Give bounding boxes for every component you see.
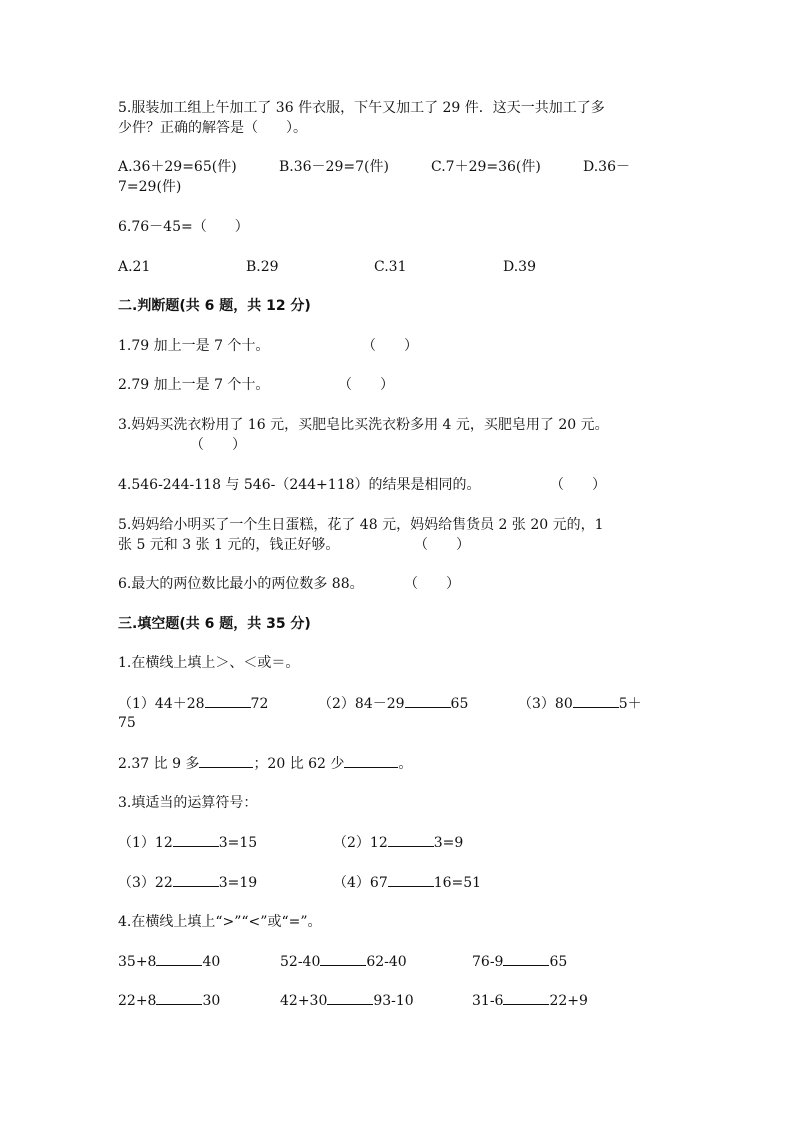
q6-option-c: C.31 <box>374 259 407 275</box>
section3-title: 三.填空题(共 6 题，共 35 分) <box>118 616 311 632</box>
fill-q4-r2-c2 <box>280 990 414 1011</box>
expr-left: 31-6 <box>472 993 504 1009</box>
answer-blank[interactable] <box>405 693 451 708</box>
judge-item-4-text: 4.546-244-118 与 546-（244+118）的结果是相同的。 <box>118 477 481 493</box>
judge-item-5-line2: 张 5 元和 3 张 1 元的，钱正好够。 <box>118 537 340 553</box>
fill-q3-part-4-before: （4）67 <box>333 875 388 891</box>
fill-q3-part-1 <box>118 832 257 853</box>
fill-q1-part-1-before: （1）44＋28 <box>118 696 205 712</box>
fill-q4-r1-c1 <box>118 951 220 972</box>
expr-left: 42+30 <box>280 993 328 1009</box>
fill-q3-part-2-before: （2）12 <box>333 835 388 851</box>
fill-q3-part-3-after: 3=19 <box>218 875 258 891</box>
q5-option-a: A.36＋29=65(件) <box>118 159 237 175</box>
judge-item-5-text: 5.妈妈给小明买了一个生日蛋糕，花了 48 元，妈妈给售货员 2 张 20 元的，1 <box>118 517 604 533</box>
fill-q1-stem: 1.在横线上填上＞、＜或＝。 <box>118 655 300 671</box>
q5-option-d: D.36－ <box>583 159 630 175</box>
q5-stem-line1: 5.服装加工组上午加工了 36 件衣服，下午又加工了 29 件．这天一共加工了多 <box>118 100 605 116</box>
fill-q3-stem: 3.填适当的运算符号： <box>118 795 258 811</box>
expr-left: 35+8 <box>118 954 157 970</box>
q5-option-d-cont: 7=29(件) <box>118 179 182 195</box>
answer-blank[interactable] <box>173 832 219 847</box>
fill-q3-part-1-after: 3=15 <box>218 835 258 851</box>
fill-q4-stem: 4.在横线上填上“>”“<”或“=”。 <box>118 914 322 930</box>
judge-item-5-paren: （ ） <box>414 537 470 553</box>
answer-blank[interactable] <box>344 753 398 768</box>
expr-right: 40 <box>202 954 221 970</box>
answer-blank[interactable] <box>573 693 619 708</box>
fill-q1-part-2-after: 65 <box>450 696 469 712</box>
fill-q4-r1-c3 <box>472 951 567 972</box>
q6-option-b: B.29 <box>246 259 279 275</box>
answer-blank[interactable] <box>388 872 434 887</box>
fill-q3-part-3-before: （3）22 <box>118 875 173 891</box>
fill-q3-part-2 <box>333 832 463 853</box>
judge-item-1-paren: （ ） <box>362 338 418 354</box>
judge-item-6-text: 6.最大的两位数比最小的两位数多 88。 <box>118 576 364 592</box>
expr-right: 62-40 <box>366 954 407 970</box>
judge-item-2-text: 2.79 加上一是 7 个十。 <box>118 377 270 393</box>
answer-blank[interactable] <box>156 990 202 1005</box>
fill-q1-part-1-after: 72 <box>250 696 269 712</box>
expr-left: 52-40 <box>280 954 321 970</box>
answer-blank[interactable] <box>173 872 219 887</box>
answer-blank[interactable] <box>388 832 434 847</box>
answer-blank[interactable] <box>503 951 549 966</box>
fill-q3-part-4 <box>333 872 481 893</box>
fill-q1-part-1 <box>118 693 268 714</box>
expr-right: 65 <box>549 954 568 970</box>
expr-right: 22+9 <box>549 993 588 1009</box>
fill-q2 <box>118 753 412 774</box>
q5-option-c: C.7＋29=36(件) <box>431 159 541 175</box>
judge-item-4-paren: （ ） <box>550 477 606 493</box>
judge-item-1-text: 1.79 加上一是 7 个十。 <box>118 338 270 354</box>
judge-item-6-paren: （ ） <box>404 576 460 592</box>
fill-q4-r2-c1 <box>118 990 220 1011</box>
expr-left: 76-9 <box>472 954 504 970</box>
fill-q4-r2-c3 <box>472 990 588 1011</box>
fill-q1-part-3 <box>518 693 642 714</box>
fill-q3-part-1-before: （1）12 <box>118 835 173 851</box>
section2-title: 二.判断题(共 6 题，共 12 分) <box>118 298 311 314</box>
fill-q1-cont: 75 <box>118 715 136 731</box>
q6-stem: 6.76－45=（ ） <box>118 219 249 235</box>
expr-left: 22+8 <box>118 993 157 1009</box>
answer-blank[interactable] <box>327 990 373 1005</box>
expr-right: 93-10 <box>373 993 414 1009</box>
fill-q1-part-3-before: （3）80 <box>518 696 573 712</box>
answer-blank[interactable] <box>199 753 253 768</box>
fill-q3-part-4-after: 16=51 <box>433 875 482 891</box>
fill-q4-r1-c2 <box>280 951 407 972</box>
judge-item-3-paren: （ ） <box>190 437 246 453</box>
judge-item-3-text: 3.妈妈买洗衣粉用了 16 元，买肥皂比买洗衣粉多用 4 元，买肥皂用了 20 元。 <box>118 417 609 433</box>
fill-q1-part-3-after: 5＋ <box>618 696 642 712</box>
fill-q3-part-3 <box>118 872 257 893</box>
answer-blank[interactable] <box>320 951 366 966</box>
fill-q2-b: ；20 比 62 少 <box>253 756 345 772</box>
fill-q2-a: 2.37 比 9 多 <box>118 756 200 772</box>
expr-right: 30 <box>202 993 221 1009</box>
q6-option-d: D.39 <box>503 259 536 275</box>
answer-blank[interactable] <box>156 951 202 966</box>
fill-q1-part-2-before: （2）84－29 <box>318 696 405 712</box>
fill-q3-part-2-after: 3=9 <box>433 835 464 851</box>
judge-item-2-paren: （ ） <box>338 377 394 393</box>
answer-blank[interactable] <box>205 693 251 708</box>
answer-blank[interactable] <box>503 990 549 1005</box>
q6-option-a: A.21 <box>118 259 151 275</box>
q5-option-b: B.36－29=7(件) <box>279 159 389 175</box>
q5-stem-line2: 少件？正确的解答是（ ）。 <box>118 120 307 136</box>
fill-q2-c: 。 <box>398 756 413 772</box>
judge-item-1 <box>118 336 269 356</box>
fill-q1-part-2 <box>318 693 468 714</box>
